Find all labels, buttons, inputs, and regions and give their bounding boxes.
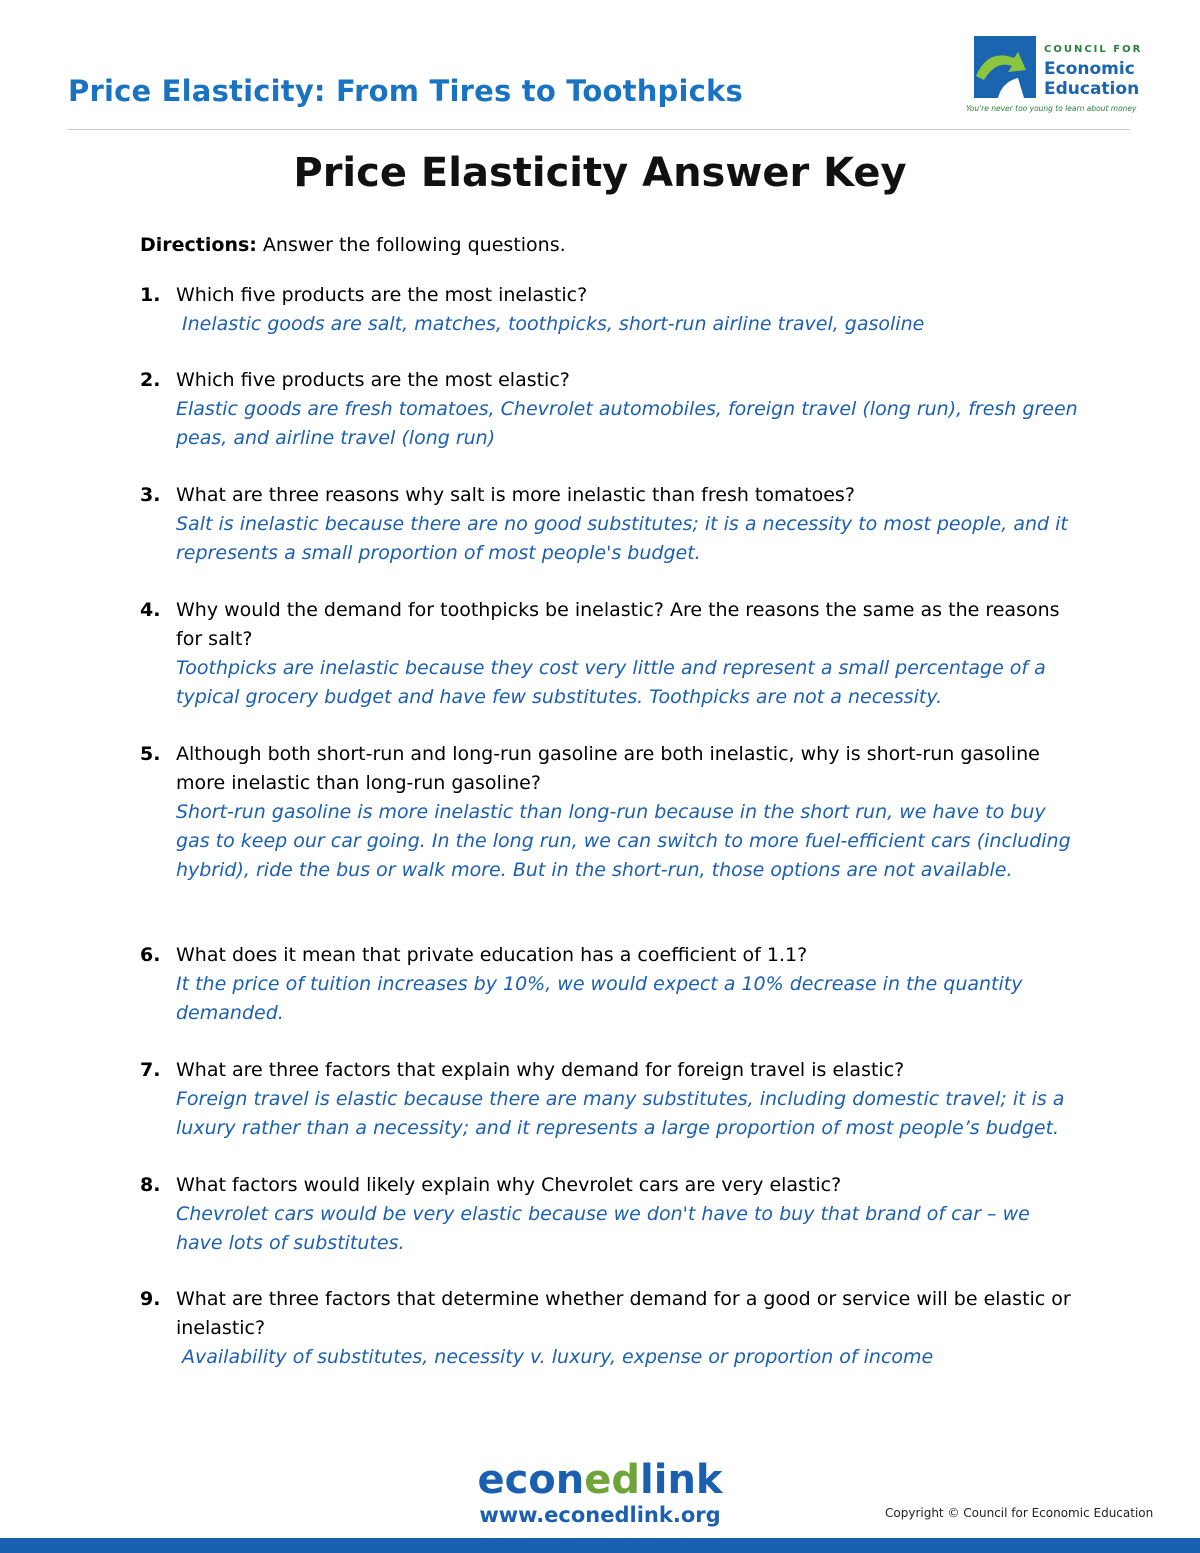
- answer-text: Salt is inelastic because there are no good substitutes; it is a necessity to most people, and it represents a small proportion of most people's budget.: [176, 513, 1068, 564]
- question-number: 2.: [140, 369, 161, 391]
- question-number: 6.: [140, 944, 161, 966]
- logo-tagline: You're never too young to learn about money: [966, 104, 1137, 113]
- footer-bar: [0, 1538, 1200, 1553]
- header-divider: [68, 129, 1130, 130]
- question-text: Why would the demand for toothpicks be inelastic? Are the reasons the same as the reasons for salt?: [176, 599, 1060, 650]
- cee-logo-mark-icon: [968, 36, 1038, 100]
- question-text: What are three factors that explain why demand for foreign travel is elastic?: [176, 1059, 905, 1081]
- question-text: What does it mean that private education has a coefficient of 1.1?: [176, 944, 808, 966]
- question-number: 8.: [140, 1174, 161, 1196]
- question-text: What are three factors that determine whether demand for a good or service will be elastic or inelastic?: [176, 1288, 1071, 1339]
- question-item: [140, 740, 1080, 885]
- question-text: What are three reasons why salt is more inelastic than fresh tomatoes?: [176, 484, 855, 506]
- question-item: [140, 596, 1080, 712]
- question-number: 9.: [140, 1288, 161, 1310]
- question-number: 3.: [140, 484, 161, 506]
- cee-logo: [960, 34, 1143, 118]
- question-item: [140, 366, 1080, 453]
- question-item: [140, 1285, 1080, 1372]
- brand-ed: ed: [584, 1457, 641, 1503]
- answer-text: Foreign travel is elastic because there are many substitutes, including domestic travel; it is a luxury rather than a necessity; and it represents a large proportion of most people’s budget.: [176, 1088, 1065, 1139]
- econedlink-logo: [0, 1457, 1200, 1503]
- logo-economic: Economic: [1044, 59, 1135, 79]
- answer-text: Chevrolet cars would be very elastic because we don't have to buy that brand of car – we have lots of substitutes.: [176, 1203, 1030, 1254]
- directions-label: Directions:: [140, 234, 257, 256]
- brand-link: link: [640, 1457, 723, 1503]
- logo-council-for: COUNCIL FOR: [1044, 44, 1143, 55]
- question-text: What factors would likely explain why Chevrolet cars are very elastic?: [176, 1174, 842, 1196]
- logo-education: Education: [1044, 79, 1140, 99]
- answer-text: Elastic goods are fresh tomatoes, Chevrolet automobiles, foreign travel (long run), fresh green peas, and airline travel (long run): [176, 398, 1078, 449]
- header-title: Price Elasticity: From Tires to Toothpicks: [68, 74, 743, 108]
- question-number: 5.: [140, 743, 161, 765]
- question-item: [140, 481, 1080, 568]
- question-text: Which five products are the most elastic?: [176, 369, 570, 391]
- page-title: Price Elasticity Answer Key: [293, 150, 907, 196]
- question-item: [140, 941, 1080, 1028]
- answer-text: It the price of tuition increases by 10%, we would expect a 10% decrease in the quantity demanded.: [176, 973, 1023, 1024]
- answer-text: Short-run gasoline is more inelastic than long-run because in the short run, we have to buy gas to keep our car going. In the long run, we can switch to more fuel-efficient cars (including hybrid), ride the bus or walk more. But in the short-run, those options are not available.: [176, 801, 1071, 881]
- answer-text: Inelastic goods are salt, matches, toothpicks, short-run airline travel, gasoline: [182, 313, 925, 335]
- footer-copyright: Copyright © Council for Economic Education: [885, 1506, 1154, 1520]
- question-text: Which five products are the most inelastic?: [176, 284, 588, 306]
- question-item: [140, 1056, 1080, 1143]
- question-text: Although both short-run and long-run gasoline are both inelastic, why is short-run gasoline more inelastic than long-run gasoline?: [176, 743, 1040, 794]
- answer-text: Availability of substitutes, necessity v. luxury, expense or proportion of income: [182, 1346, 934, 1368]
- answer-text: Toothpicks are inelastic because they cost very little and represent a small percentage of a typical grocery budget and have few substitutes. Toothpicks are not a necessity.: [176, 657, 1046, 708]
- footer-url-link[interactable]: www.econedlink.org: [479, 1503, 721, 1527]
- question-number: 1.: [140, 284, 161, 306]
- question-number: 7.: [140, 1059, 161, 1081]
- question-number: 4.: [140, 599, 161, 621]
- brand-econ: econ: [477, 1457, 585, 1503]
- question-item: [140, 281, 1080, 339]
- question-item: [140, 1171, 1080, 1258]
- directions: [140, 234, 566, 256]
- directions-text: Answer the following questions.: [256, 234, 566, 256]
